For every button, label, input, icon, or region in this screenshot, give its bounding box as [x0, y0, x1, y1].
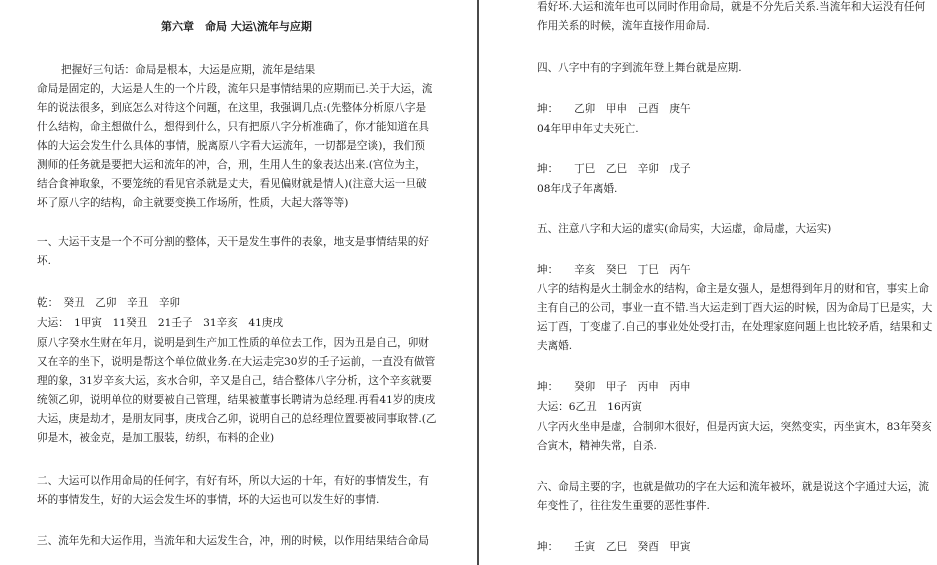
paragraph-line: 结合食神取象，不要笼统的看见官杀就是丈夫，看见偏财就是情人)(注意大运一旦破	[37, 178, 427, 190]
paragraph-line: 合寅木，精神失常，自杀.	[537, 440, 657, 452]
chart-line: 坤： 癸卯 甲子 丙申 丙申	[537, 381, 691, 393]
dayun-line: 大运：6乙丑 16丙寅	[537, 401, 642, 413]
paragraph-line: 理的象，31岁辛亥大运，亥水合卯，辛又是自己，结合整体八字分析，这个辛亥就要	[37, 375, 432, 387]
paragraph-line: 统领乙卯，说明单位的财要被自己管理，结果被董事长聘请为总经理.再看41岁的庚戌	[37, 394, 436, 406]
paragraph-line: 看好坏.大运和流年也可以同时作用命局，就是不分先后关系.当流年和大运没有任何	[537, 1, 926, 13]
section-heading: 四、八字中有的字到流年登上舞台就是应期.	[537, 62, 742, 74]
paragraph-line: 坏.	[37, 255, 51, 267]
paragraph-line: 命局是固定的，大运是人生的一个片段，流年只是事情结果的应期而已.关于大运，流	[37, 83, 433, 95]
paragraph-line: 坏了原八字的结构，命主就要变换工作场所，性质，大起大落等等)	[37, 197, 349, 209]
paragraph-line: 运丁酉，丁变虚了.自己的事业处处受打击，在处理家庭问题上也比较矛盾，结果和丈	[537, 321, 933, 333]
chart-line: 坤： 辛亥 癸巳 丁巳 丙午	[537, 264, 691, 276]
paragraph-line: 坏的事情发生，好的大运会发生坏的事情，坏的大运也可以发生好的事情.	[37, 494, 380, 506]
paragraph-line: 作用关系的时候，流年直接作用命局.	[537, 20, 710, 32]
paragraph-line: 测师的任务就是要把大运和流年的冲，合，刑，生用人生的象表达出来.(宫位为主，	[37, 159, 426, 171]
paragraph-line: 大运，庚是劫才，是朋友同事，庚戌合乙卯，说明自己的总经理位置要被同事取替.(乙	[37, 413, 437, 425]
chart-line: 坤： 壬寅 乙巳 癸酉 甲寅	[537, 541, 691, 553]
section-heading: 六、命局主要的字，也就是做功的字在大运和流年被坏，就是说这个字通过大运，流	[537, 481, 929, 493]
section-heading: 三、流年先和大运作用，当流年和大运发生合，冲，刑的时候，以作用结果结合命局	[37, 535, 429, 547]
chart-line: 坤： 丁巳 乙巳 辛卯 戊子	[537, 163, 691, 175]
paragraph-line: 体的大运会发生什么具体的事情，脱离原八字看大运流年，一切都是空谈)，我们预	[37, 140, 425, 152]
dayun-line: 大运： 1甲寅 11癸丑 21壬子 31辛亥 41庚戌	[37, 317, 284, 329]
paragraph-line: 夫离婚.	[537, 340, 573, 352]
section-heading: 二、大运可以作用命局的任何字，有好有坏，所以大运的十年，有好的事情发生，有	[37, 475, 429, 487]
section-heading: 一、大运干支是一个不可分割的整体，天干是发生事件的表象，地支是事情结果的好	[37, 236, 429, 248]
chapter-title: 第六章 命局 大运\流年与应期	[161, 20, 312, 33]
paragraph-line: 年变性了，往往发生重要的恶性事件.	[537, 500, 710, 512]
paragraph-line: 八字丙火坐申是虚，合制卯木很好，但是丙寅大运，突然变实，丙坐寅木，83年癸亥	[537, 421, 932, 433]
section-heading: 五、注意八字和大运的虚实(命局实，大运虚，命局虚，大运实)	[537, 223, 832, 235]
chart-line: 乾： 癸丑 乙卯 辛丑 辛卯	[37, 297, 181, 309]
paragraph-line: 八字的结构是火土制金水的结构，命主是女强人，是想得到年月的财和官，事实上命	[537, 283, 929, 295]
paragraph-line: 又在辛的坐下，说明是帮这个单位做业务.在大运走完30岁的壬子运前，一直没有做管	[37, 356, 436, 368]
paragraph-line: 主有自己的公司，事业一直不错.当大运走到丁酉大运的时候，因为命局丁巳是实，大	[537, 302, 933, 314]
paragraph-line: 08年戊子年离婚.	[537, 183, 618, 195]
paragraph-line: 年的说法很多，到底怎么对待这个问题，在这里，我强调几点:(先整体分析原八字是	[37, 102, 427, 114]
paragraph-line: 卯是木，被金克，是加工服装，纺织，布料的企业)	[37, 432, 275, 444]
page-divider	[477, 0, 479, 565]
paragraph-line: 什么结构，命主想做什么，想得到什么，只有把原八字分析准确了，你才能知道在具	[37, 121, 429, 133]
right-page	[480, 0, 937, 565]
paragraph-line: 04年甲申年丈夫死亡.	[537, 123, 639, 135]
chart-line: 坤： 乙卯 甲申 己酉 庚午	[537, 103, 691, 115]
paragraph-line: 把握好三句话：命局是根本，大运是应期，流年是结果	[61, 64, 316, 76]
paragraph-line: 原八字癸水生财在年月，说明是到生产加工性质的单位去工作，因为丑是自己，卯财	[37, 337, 429, 349]
